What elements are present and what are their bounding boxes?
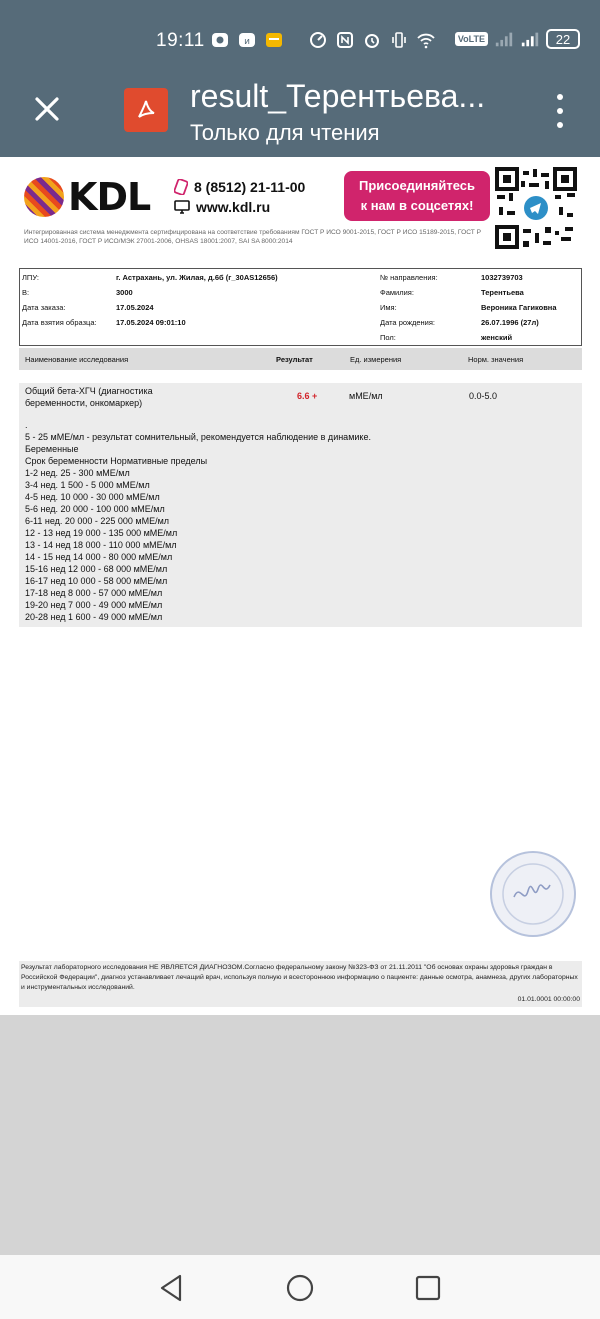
kdl-logo-icon [24,177,64,217]
birth-value: 26.07.1996 (27л) [481,318,539,327]
comment-line: 3-4 нед. 1 500 - 5 000 мМЕ/мл [25,480,150,490]
result-comment [25,419,371,623]
comment-line: Беременные [25,444,79,454]
comment-line: 6-11 нед. 20 000 - 225 000 мМЕ/мл [25,516,170,526]
v-label: В: [22,288,30,297]
results-table-header [19,348,582,370]
comment-line: 1-2 нед. 25 - 300 мМЕ/мл [25,468,130,478]
sex-label: Пол: [380,333,396,342]
status-icons [210,30,436,50]
signal-icon [494,29,514,49]
surname-value: Терентьева [481,288,524,297]
nfc-icon [335,30,355,50]
promo-line-1: Присоединяйтесь [359,178,475,193]
comment-line: 14 - 15 нед 14 000 - 80 000 мМЕ/мл [25,552,173,562]
comment-line: . [25,420,28,430]
phone-icon [174,179,188,195]
home-icon [285,1273,315,1303]
phone-row [174,177,305,197]
comment-line: 4-5 нед. 10 000 - 30 000 мМЕ/мл [25,492,160,502]
order-date-value: 17.05.2024 [116,303,154,312]
referral-value: 1032739703 [481,273,523,282]
lpu-value: г. Астрахань, ул. Жилая, д.6б (г_30AS12656) [116,273,278,282]
recents-button[interactable] [413,1273,443,1303]
notes-icon [264,30,284,50]
test-result-value: 6.6 + [297,391,318,401]
contact-block [174,177,305,217]
messenger-icon [237,30,257,50]
home-button[interactable] [285,1273,315,1303]
navigation-bar [0,1255,600,1319]
column-result: Результат [276,355,313,364]
app-bar [0,64,600,157]
video-icon [210,30,230,50]
order-date-label: Дата заказа: [22,303,66,312]
social-promo-banner [344,171,490,221]
vibrate-icon [389,30,409,50]
volte-badge: VoLTE [455,32,488,46]
comment-line: 17-18 нед 8 000 - 57 000 мМЕ/мл [25,588,163,598]
sample-date-value: 17.05.2024 09:01:10 [116,318,186,327]
surname-label: Фамилия: [380,288,414,297]
name-label: Имя: [380,303,397,312]
back-icon [156,1273,186,1303]
clock: 19:11 [156,30,205,51]
footer-disclaimer [19,961,582,1007]
recents-icon [413,1273,443,1303]
wifi-icon [416,30,436,50]
test-unit: мМЕ/мл [349,391,383,401]
close-icon [30,92,64,126]
promo-line-2: к нам в соцсетях! [360,198,474,213]
name-value: Вероника Гагиковна [481,303,557,312]
comment-line: Срок беременности Нормативные пределы [25,456,208,466]
sample-date-label: Дата взятия образца: [22,318,97,327]
comment-line: 20-28 нед 1 600 - 49 000 мМЕ/мл [25,612,163,622]
speedometer-icon [308,30,328,50]
test-name-line-1: Общий бета-ХГЧ (диагностика [25,386,153,396]
pdf-file-icon [124,88,168,132]
battery-indicator: 22 [546,29,580,49]
comment-line: 16-17 нед 10 000 - 58 000 мМЕ/мл [25,576,168,586]
alarm-icon [362,30,382,50]
disclaimer-text: Результат лабораторного исследования НЕ ЯВЛЯЕТСЯ ДИАГНОЗОМ.Согласно федеральному закону №323-ФЗ от 21.11.2011 "Об основах охраны здоровья граждан в Российской Федерации", диагноз устанавливает лечащий врач, используя полную и всестороннюю информацию о пациенте: данные осмотра, анамнеза, других лабораторных и инструментальных исследований. [21,964,578,991]
kdl-logo [24,175,150,219]
website: www.kdl.ru [196,199,271,215]
monitor-icon [174,200,190,214]
more-dot-icon [557,94,563,100]
test-name-line-2: беременности, онкомаркер) [25,398,143,408]
comment-line: 12 - 13 нед 19 000 - 135 000 мМЕ/мл [25,528,178,538]
comment-line: 13 - 14 нед 18 000 - 110 000 мМЕ/мл [25,540,177,550]
document-title: result_Терентьева... [190,78,486,114]
result-row [19,383,582,627]
comment-line: 19-20 нед 7 000 - 49 000 мМЕ/мл [25,600,163,610]
comment-line: 5 - 25 мМЕ/мл - результат сомнительный, рекомендуется наблюдение в динамике. [25,432,371,442]
more-options-button[interactable] [552,94,568,128]
column-norm: Норм. значения [468,355,524,364]
back-button[interactable] [156,1273,186,1303]
birth-label: Дата рождения: [380,318,435,327]
comment-line: 15-16 нед 12 000 - 68 000 мМЕ/мл [25,564,168,574]
kdl-logo-text: KDL [68,175,151,219]
svg-text:и: и [244,37,250,47]
test-name [25,385,205,409]
close-button[interactable] [30,92,64,126]
lpu-label: ЛПУ: [22,273,39,282]
v-value: 3000 [116,288,133,297]
qr-code [495,167,577,249]
patient-info-box [19,268,582,346]
column-unit: Ед. измерения [350,355,402,364]
referral-label: № направления: [380,273,438,282]
column-name: Наименование исследования [25,355,129,364]
certification-text: Интегрированная система менеджмента сертифицирована на соответствие требованиям ГОСТ Р ИСО 9001-2015, ГОСТ Р ИСО 15189-2015, ГОСТ Р ИСО 14001-2016, ГОСТ Р ИСО/МЭК 27001-2006, OHSAS 18001:2007, SAI SA 8000:2014 [24,229,482,245]
spacer-icon [291,30,301,50]
phone-number: 8 (8512) 21-11-00 [194,179,306,195]
sex-value: женский [481,333,513,342]
more-dot-icon [557,108,563,114]
footer-date: 01.01.0001 00:00:00 [517,996,580,1003]
signal-icon-2 [520,29,540,49]
read-only-label: Только для чтения [190,120,380,145]
more-dot-icon [557,122,563,128]
lab-stamp [490,851,576,937]
site-row [174,197,305,217]
test-norm: 0.0-5.0 [469,391,498,401]
comment-line: 5-6 нед. 20 000 - 100 000 мМЕ/мл [25,504,165,514]
status-bar [0,0,600,64]
status-right [455,29,580,49]
pdf-page[interactable] [0,157,600,1015]
